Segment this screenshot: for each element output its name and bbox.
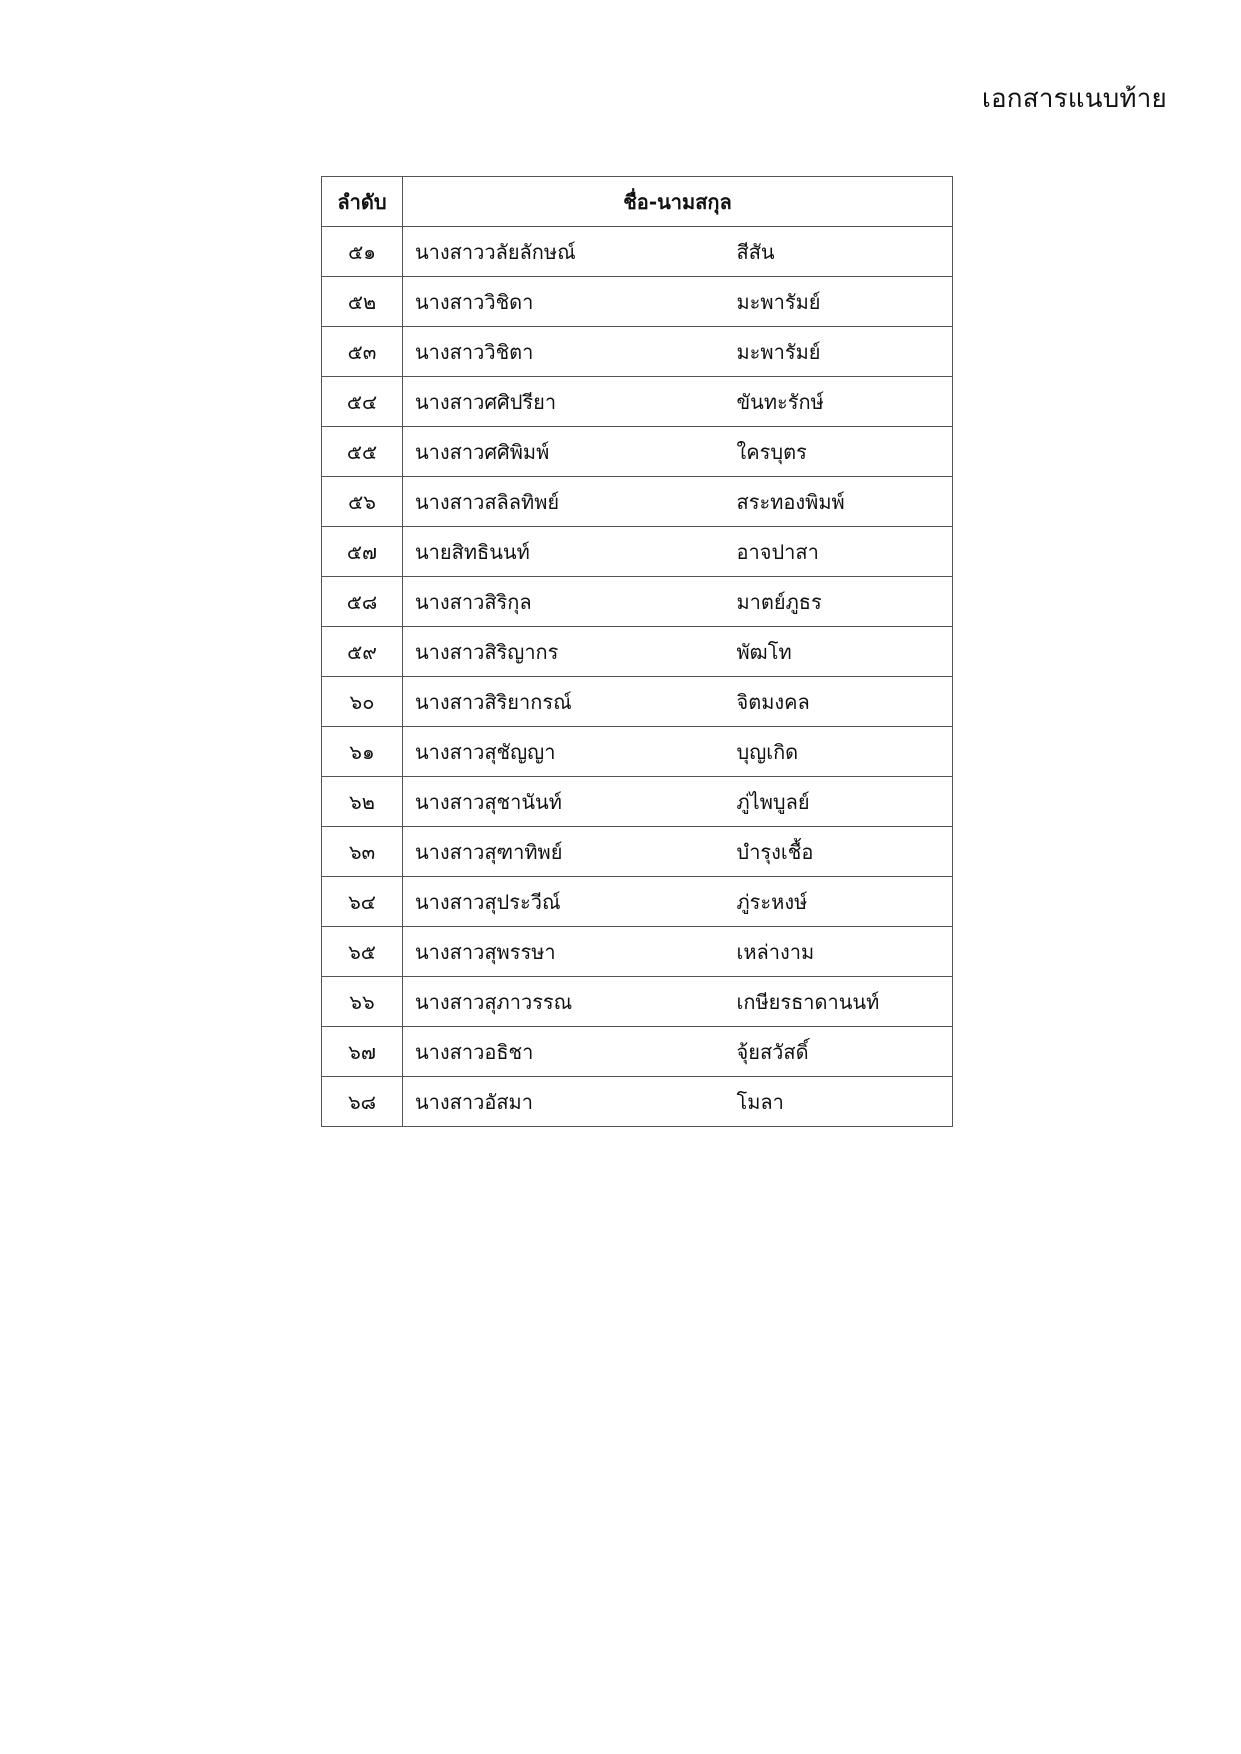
first-name: นางสาววิชิตา — [403, 327, 725, 377]
first-name: นางสาวสุประวีณ์ — [403, 877, 725, 927]
header-number: ลำดับ — [322, 177, 403, 227]
table-row — [322, 977, 953, 1027]
last-name: บุญเกิด — [725, 727, 953, 777]
table-row — [322, 527, 953, 577]
table-row — [322, 377, 953, 427]
row-number: ๖๗ — [322, 1027, 403, 1077]
first-name: นางสาวอัสมา — [403, 1077, 725, 1127]
name-list-table — [321, 176, 953, 1127]
first-name: นางสาวสุฑาทิพย์ — [403, 827, 725, 877]
last-name: ภู่ไพบูลย์ — [725, 777, 953, 827]
first-name: นางสาวสุชานันท์ — [403, 777, 725, 827]
table-row — [322, 877, 953, 927]
table-body — [322, 227, 953, 1127]
table-row — [322, 327, 953, 377]
first-name: นางสาวศศิพิมพ์ — [403, 427, 725, 477]
first-name: นางสาวสิริกุล — [403, 577, 725, 627]
last-name: ขันทะรักษ์ — [725, 377, 953, 427]
last-name: มะพารัมย์ — [725, 277, 953, 327]
row-number: ๕๒ — [322, 277, 403, 327]
table-row — [322, 1027, 953, 1077]
row-number: ๖๔ — [322, 877, 403, 927]
row-number: ๖๑ — [322, 727, 403, 777]
table-row — [322, 227, 953, 277]
first-name: นางสาวสุภาวรรณ — [403, 977, 725, 1027]
attachment-label: เอกสารแนบท้าย — [981, 84, 1167, 114]
table-row — [322, 577, 953, 627]
row-number: ๖๐ — [322, 677, 403, 727]
last-name: โมลา — [725, 1077, 953, 1127]
row-number: ๖๖ — [322, 977, 403, 1027]
last-name: ใครบุตร — [725, 427, 953, 477]
first-name: นางสาวสิริยากรณ์ — [403, 677, 725, 727]
table-row — [322, 827, 953, 877]
last-name: มะพารัมย์ — [725, 327, 953, 377]
row-number: ๕๔ — [322, 377, 403, 427]
row-number: ๕๗ — [322, 527, 403, 577]
last-name: มาตย์ภูธร — [725, 577, 953, 627]
row-number: ๖๘ — [322, 1077, 403, 1127]
first-name: นายสิทธินนท์ — [403, 527, 725, 577]
table-row — [322, 627, 953, 677]
row-number: ๕๘ — [322, 577, 403, 627]
first-name: นางสาววลัยลักษณ์ — [403, 227, 725, 277]
last-name: ภู่ระหงษ์ — [725, 877, 953, 927]
table-row — [322, 1077, 953, 1127]
table-row — [322, 477, 953, 527]
first-name: นางสาวสิริญากร — [403, 627, 725, 677]
row-number: ๖๓ — [322, 827, 403, 877]
first-name: นางสาวสลิลทิพย์ — [403, 477, 725, 527]
last-name: สีสัน — [725, 227, 953, 277]
row-number: ๕๙ — [322, 627, 403, 677]
row-number: ๖๒ — [322, 777, 403, 827]
table-row — [322, 777, 953, 827]
table-row — [322, 727, 953, 777]
last-name: สระทองพิมพ์ — [725, 477, 953, 527]
row-number: ๕๕ — [322, 427, 403, 477]
table-row — [322, 277, 953, 327]
first-name: นางสาวสุพรรษา — [403, 927, 725, 977]
last-name: จุ้ยสวัสดิ์ — [725, 1027, 953, 1077]
table-row — [322, 927, 953, 977]
first-name: นางสาวสุชัญญา — [403, 727, 725, 777]
table-row — [322, 427, 953, 477]
row-number: ๖๕ — [322, 927, 403, 977]
last-name: อาจปาสา — [725, 527, 953, 577]
first-name: นางสาวอธิชา — [403, 1027, 725, 1077]
table-row — [322, 677, 953, 727]
row-number: ๕๓ — [322, 327, 403, 377]
header-full-name: ชื่อ-นามสกุล — [403, 177, 953, 227]
last-name: เหล่างาม — [725, 927, 953, 977]
first-name: นางสาววิชิดา — [403, 277, 725, 327]
last-name: บำรุงเชื้อ — [725, 827, 953, 877]
last-name: จิตมงคล — [725, 677, 953, 727]
first-name: นางสาวศศิปรียา — [403, 377, 725, 427]
row-number: ๕๑ — [322, 227, 403, 277]
last-name: พัฒโท — [725, 627, 953, 677]
table-header-row — [322, 177, 953, 227]
row-number: ๕๖ — [322, 477, 403, 527]
last-name: เกษียรธาดานนท์ — [725, 977, 953, 1027]
